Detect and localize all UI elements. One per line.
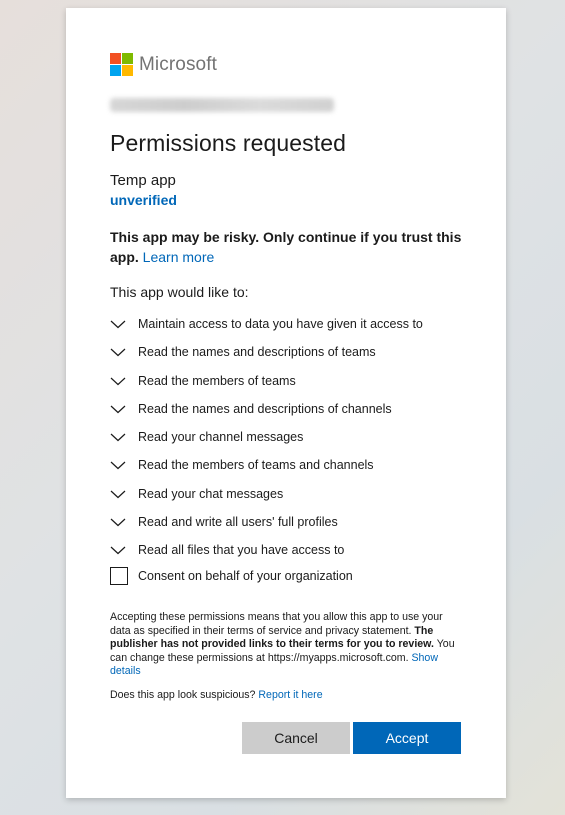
permission-item[interactable]	[110, 310, 490, 338]
chevron-down-icon	[110, 404, 126, 414]
chevron-down-icon	[110, 545, 126, 555]
permission-label: Read your channel messages	[138, 430, 304, 445]
permission-item[interactable]	[110, 338, 490, 366]
show-details-link[interactable]: Show details	[110, 651, 438, 677]
permission-item[interactable]	[110, 395, 490, 423]
permission-list	[110, 310, 490, 564]
permission-item[interactable]	[110, 423, 490, 451]
accept-button[interactable]: Accept	[353, 722, 461, 754]
publisher-status-link[interactable]: unverified	[110, 192, 177, 208]
brand-name: Microsoft	[139, 53, 217, 75]
chevron-down-icon	[110, 376, 126, 386]
microsoft-logo	[110, 53, 217, 76]
permission-item[interactable]	[110, 451, 490, 479]
chevron-down-icon	[110, 319, 126, 329]
suspicious-line	[110, 689, 323, 701]
permission-label: Read the names and descriptions of teams	[138, 345, 376, 360]
app-name: Temp app	[110, 172, 176, 189]
permission-label: Read the members of teams	[138, 373, 296, 388]
permission-label: Read the members of teams and channels	[138, 458, 374, 473]
suspicious-text: Does this app look suspicious?	[110, 689, 259, 701]
fine-print	[110, 611, 466, 679]
cancel-button[interactable]: Cancel	[242, 722, 350, 754]
learn-more-link[interactable]: Learn more	[142, 249, 215, 265]
risk-warning-text: This app may be risky. Only continue if you trust this app.	[110, 229, 462, 265]
chevron-down-icon	[110, 432, 126, 442]
chevron-down-icon	[110, 347, 126, 357]
page-title: Permissions requested	[110, 130, 347, 156]
permission-label: Read all files that you have access to	[138, 543, 345, 558]
fine-print-text-2: You can change these permissions at https://myapps.microsoft.com.	[110, 638, 455, 664]
permissions-intro: This app would like to:	[110, 284, 249, 300]
permission-label: Read your chat messages	[138, 486, 284, 501]
consent-option[interactable]	[110, 567, 353, 585]
risk-warning	[110, 227, 470, 267]
permissions-dialog	[66, 8, 506, 798]
fine-print-text: Accepting these permissions means that you allow this app to use your data as specified in their terms of service and privacy statement.	[110, 611, 443, 637]
chevron-down-icon	[110, 460, 126, 470]
permission-item[interactable]	[110, 480, 490, 508]
chevron-down-icon	[110, 517, 126, 527]
permission-label: Read the names and descriptions of channels	[138, 401, 392, 416]
fine-print-bold: The publisher has not provided links to their terms for you to review.	[110, 624, 434, 650]
permission-label: Read and write all users' full profiles	[138, 514, 338, 529]
consent-checkbox[interactable]	[110, 567, 128, 585]
permission-item[interactable]	[110, 508, 490, 536]
permission-item[interactable]	[110, 536, 490, 564]
permission-label: Maintain access to data you have given it access to	[138, 317, 423, 332]
account-email-blurred	[110, 98, 334, 112]
permission-item[interactable]	[110, 367, 490, 395]
chevron-down-icon	[110, 489, 126, 499]
microsoft-logo-icon	[110, 53, 133, 76]
consent-label: Consent on behalf of your organization	[138, 569, 353, 583]
report-link[interactable]: Report it here	[258, 689, 323, 701]
